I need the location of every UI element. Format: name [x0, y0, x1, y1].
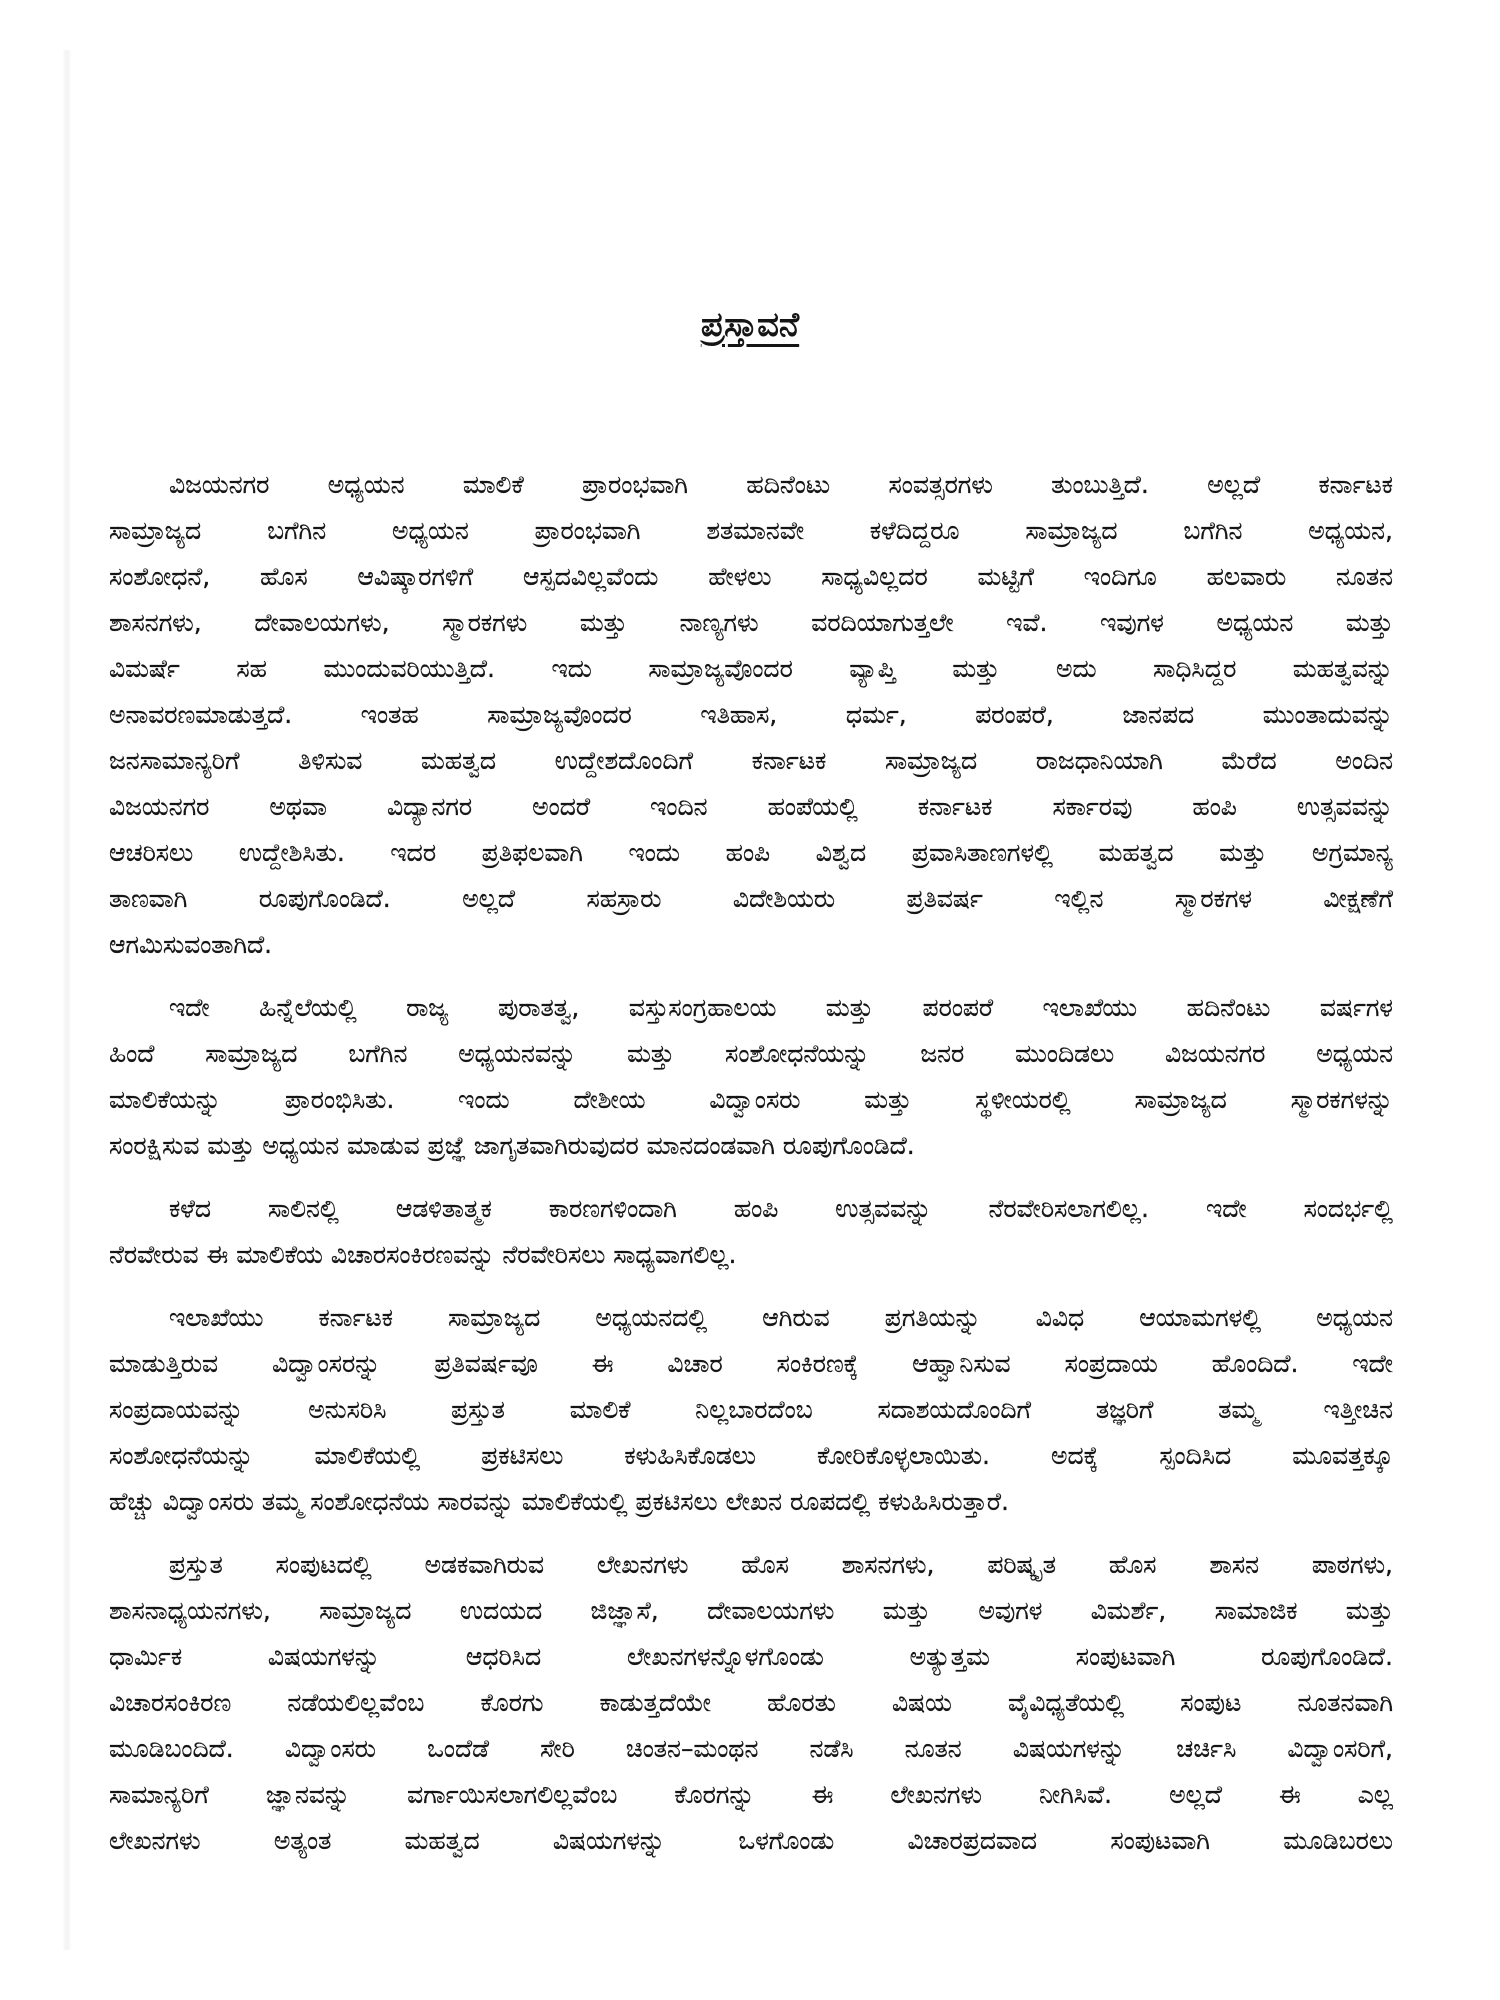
text-line: ಸಂಶೋಧನೆ, ಹೊಸ ಆವಿಷ್ಕಾರಗಳಿಗೆ ಆಸ್ಪದವಿಲ್ಲವೆಂದು ಹೇಳಲು ಸಾಧ್ಯವಿಲ್ಲದರ ಮಟ್ಟಿಗೆ ಇಂದಿಗೂ ಹಲವಾರು ನೂತನ: [109, 562, 1393, 591]
text-line: ಜನಸಾಮಾನ್ಯರಿಗೆ ತಿಳಿಸುವ ಮಹತ್ವದ ಉದ್ದೇಶದೊಂದಿಗೆ ಕರ್ನಾಟಕ ಸಾಮ್ರಾಜ್ಯದ ರಾಜಧಾನಿಯಾಗಿ ಮೆರೆದ ಅಂದಿನ: [109, 746, 1393, 775]
page-title-text: ಪ್ರಸ್ತಾವನೆ: [700, 305, 800, 345]
text-line: ಶಾಸನಾಧ್ಯಯನಗಳು, ಸಾಮ್ರಾಜ್ಯದ ಉದಯದ ಜಿಜ್ಞಾಸೆ, ದೇವಾಲಯಗಳು ಮತ್ತು ಅವುಗಳ ವಿಮರ್ಶೆ, ಸಾಮಾಜಿಕ ಮತ್ತು: [109, 1596, 1393, 1625]
text-line: ಲೇಖನಗಳು ಅತ್ಯಂತ ಮಹತ್ವದ ವಿಷಯಗಳನ್ನು ಒಳಗೊಂಡು ವಿಚಾರಪ್ರದವಾದ ಸಂಪುಟವಾಗಿ ಮೂಡಿಬರಲು: [109, 1826, 1393, 1855]
text-line: ಇದೇ ಹಿನ್ನೆಲೆಯಲ್ಲಿ ರಾಜ್ಯ ಪುರಾತತ್ವ, ವಸ್ತುಸಂಗ್ರಹಾಲಯ ಮತ್ತು ಪರಂಪರೆ ಇಲಾಖೆಯು ಹದಿನೆಂಟು ವರ್ಷಗಳ: [169, 993, 1393, 1022]
paragraph-5: [109, 1542, 1393, 1864]
text-line: ಸಂರಕ್ಷಿಸುವ ಮತ್ತು ಅಧ್ಯಯನ ಮಾಡುವ ಪ್ರಜ್ಞೆ ಜಾಗೃತವಾಗಿರುವುದರ ಮಾನದಂಡವಾಗಿ ರೂಪುಗೊಂಡಿದೆ.: [109, 1131, 915, 1160]
text-line: ವಿಚಾರಸಂಕಿರಣ ನಡೆಯಲಿಲ್ಲವೆಂಬ ಕೊರಗು ಕಾಡುತ್ತದೆಯೇ ಹೊರತು ವಿಷಯ ವೈವಿಧ್ಯತೆಯಲ್ಲಿ ಸಂಪುಟ ನೂತನವಾಗಿ: [109, 1688, 1393, 1717]
text-line: ಹಿಂದೆ ಸಾಮ್ರಾಜ್ಯದ ಬಗೆಗಿನ ಅಧ್ಯಯನವನ್ನು ಮತ್ತು ಸಂಶೋಧನೆಯನ್ನು ಜನರ ಮುಂದಿಡಲು ವಿಜಯನಗರ ಅಧ್ಯಯನ: [109, 1039, 1393, 1068]
text-line: ವಿಜಯನಗರ ಅಧ್ಯಯನ ಮಾಲಿಕೆ ಪ್ರಾರಂಭವಾಗಿ ಹದಿನೆಂಟು ಸಂವತ್ಸರಗಳು ತುಂಬುತ್ತಿದೆ. ಅಲ್ಲದೆ ಕರ್ನಾಟಕ: [169, 470, 1393, 499]
text-line: ಧಾರ್ಮಿಕ ವಿಷಯಗಳನ್ನು ಆಧರಿಸಿದ ಲೇಖನಗಳನ್ನೊಳಗೊಂಡು ಅತ್ಯುತ್ತಮ ಸಂಪುಟವಾಗಿ ರೂಪುಗೊಂಡಿದೆ.: [109, 1642, 1393, 1671]
text-line: ಆಗಮಿಸುವಂತಾಗಿದೆ.: [109, 930, 273, 959]
text-line: ಇಲಾಖೆಯು ಕರ್ನಾಟಕ ಸಾಮ್ರಾಜ್ಯದ ಅಧ್ಯಯನದಲ್ಲಿ ಆಗಿರುವ ಪ್ರಗತಿಯನ್ನು ವಿವಿಧ ಆಯಾಮಗಳಲ್ಲಿ ಅಧ್ಯಯನ: [169, 1303, 1393, 1332]
text-line: ಮೂಡಿಬಂದಿದೆ. ವಿದ್ವಾಂಸರು ಒಂದೆಡೆ ಸೇರಿ ಚಿಂತನ–ಮಂಥನ ನಡೆಸಿ ನೂತನ ವಿಷಯಗಳನ್ನು ಚರ್ಚಿಸಿ ವಿದ್ವಾಂಸರಿಗೆ,: [109, 1734, 1393, 1763]
text-line: ಕಳೆದ ಸಾಲಿನಲ್ಲಿ ಆಡಳಿತಾತ್ಮಕ ಕಾರಣಗಳಿಂದಾಗಿ ಹಂಪಿ ಉತ್ಸವವನ್ನು ನೆರವೇರಿಸಲಾಗಲಿಲ್ಲ. ಇದೇ ಸಂದರ್ಭಲ್ಲಿ: [169, 1194, 1393, 1223]
paragraph-2: [109, 985, 1393, 1169]
text-line: ಮಾಲಿಕೆಯನ್ನು ಪ್ರಾರಂಭಿಸಿತು. ಇಂದು ದೇಶೀಯ ವಿದ್ವಾಂಸರು ಮತ್ತು ಸ್ಥಳೀಯರಲ್ಲಿ ಸಾಮ್ರಾಜ್ಯದ ಸ್ಮಾರಕಗಳನ್ನು: [109, 1085, 1393, 1114]
text-line: ಸಾಮಾನ್ಯರಿಗೆ ಜ್ಞಾನವನ್ನು ವರ್ಗಾಯಿಸಲಾಗಲಿಲ್ಲವೆಂಬ ಕೊರಗನ್ನು ಈ ಲೇಖನಗಳು ನೀಗಿಸಿವೆ. ಅಲ್ಲದೆ ಈ ಎಲ್ಲ: [109, 1780, 1393, 1809]
text-line: ತಾಣವಾಗಿ ರೂಪುಗೊಂಡಿದೆ. ಅಲ್ಲದೆ ಸಹಸ್ರಾರು ವಿದೇಶಿಯರು ಪ್ರತಿವರ್ಷ ಇಲ್ಲಿನ ಸ್ಮಾರಕಗಳ ವೀಕ್ಷಣೆಗೆ: [109, 884, 1393, 913]
text-line: ನೆರವೇರುವ ಈ ಮಾಲಿಕೆಯ ವಿಚಾರಸಂಕಿರಣವನ್ನು ನೆರವೇರಿಸಲು ಸಾಧ್ಯವಾಗಲಿಲ್ಲ.: [109, 1240, 737, 1269]
text-line: ವಿಜಯನಗರ ಅಥವಾ ವಿದ್ಯಾನಗರ ಅಂದರೆ ಇಂದಿನ ಹಂಪೆಯಲ್ಲಿ ಕರ್ನಾಟಕ ಸರ್ಕಾರವು ಹಂಪಿ ಉತ್ಸವವನ್ನು: [109, 792, 1393, 821]
text-line: ಆಚರಿಸಲು ಉದ್ದೇಶಿಸಿತು. ಇದರ ಪ್ರತಿಫಲವಾಗಿ ಇಂದು ಹಂಪಿ ವಿಶ್ವದ ಪ್ರವಾಸಿತಾಣಗಳಲ್ಲಿ ಮಹತ್ವದ ಮತ್ತು ಅಗ್ರಮಾನ್ಯ: [109, 838, 1393, 867]
page-title: [0, 300, 1500, 350]
text-line: ಹೆಚ್ಚು ವಿದ್ವಾಂಸರು ತಮ್ಮ ಸಂಶೋಧನೆಯ ಸಾರವನ್ನು ಮಾಲಿಕೆಯಲ್ಲಿ ಪ್ರಕಟಿಸಲು ಲೇಖನ ರೂಪದಲ್ಲಿ ಕಳುಹಿಸಿರುತ್ತಾರೆ.: [109, 1487, 1009, 1516]
text-line: ಸಾಮ್ರಾಜ್ಯದ ಬಗೆಗಿನ ಅಧ್ಯಯನ ಪ್ರಾರಂಭವಾಗಿ ಶತಮಾನವೇ ಕಳೆದಿದ್ದರೂ ಸಾಮ್ರಾಜ್ಯದ ಬಗೆಗಿನ ಅಧ್ಯಯನ,: [109, 516, 1393, 545]
text-line: ಮಾಡುತ್ತಿರುವ ವಿದ್ವಾಂಸರನ್ನು ಪ್ರತಿವರ್ಷವೂ ಈ ವಿಚಾರ ಸಂಕಿರಣಕ್ಕೆ ಆಹ್ವಾನಿಸುವ ಸಂಪ್ರದಾಯ ಹೊಂದಿದೆ. ಇದೇ: [109, 1349, 1393, 1378]
text-line: ಸಂಶೋಧನೆಯನ್ನು ಮಾಲಿಕೆಯಲ್ಲಿ ಪ್ರಕಟಿಸಲು ಕಳುಹಿಸಿಕೊಡಲು ಕೋರಿಕೊಳ್ಳಲಾಯಿತು. ಅದಕ್ಕೆ ಸ್ಪಂದಿಸಿದ ಮೂವತ್ತಕ್ಕೂ: [109, 1441, 1393, 1470]
text-line: ಅನಾವರಣಮಾಡುತ್ತದೆ. ಇಂತಹ ಸಾಮ್ರಾಜ್ಯವೊಂದರ ಇತಿಹಾಸ, ಧರ್ಮ, ಪರಂಪರೆ, ಜಾನಪದ ಮುಂತಾದುವನ್ನು: [109, 700, 1393, 729]
paragraph-3: [109, 1186, 1393, 1278]
document-body: [109, 462, 1393, 1881]
text-line: ಪ್ರಸ್ತುತ ಸಂಪುಟದಲ್ಲಿ ಅಡಕವಾಗಿರುವ ಲೇಖನಗಳು ಹೊಸ ಶಾಸನಗಳು, ಪರಿಷ್ಕೃತ ಹೊಸ ಶಾಸನ ಪಾಠಗಳು,: [169, 1550, 1393, 1579]
paragraph-1: [109, 462, 1393, 968]
paragraph-4: [109, 1295, 1393, 1525]
text-line: ಸಂಪ್ರದಾಯವನ್ನು ಅನುಸರಿಸಿ ಪ್ರಸ್ತುತ ಮಾಲಿಕೆ ನಿಲ್ಲಬಾರದೆಂಬ ಸದಾಶಯದೊಂದಿಗೆ ತಜ್ಞರಿಗೆ ತಮ್ಮ ಇತ್ತೀಚಿನ: [109, 1395, 1393, 1424]
text-line: ವಿಮರ್ಷೆ ಸಹ ಮುಂದುವರಿಯುತ್ತಿದೆ. ಇದು ಸಾಮ್ರಾಜ್ಯವೊಂದರ ವ್ಯಾಪ್ತಿ ಮತ್ತು ಅದು ಸಾಧಿಸಿದ್ದರ ಮಹತ್ವವನ್ನು: [109, 654, 1393, 683]
text-line: ಶಾಸನಗಳು, ದೇವಾಲಯಗಳು, ಸ್ಮಾರಕಗಳು ಮತ್ತು ನಾಣ್ಯಗಳು ವರದಿಯಾಗುತ್ತಲೇ ಇವೆ. ಇವುಗಳ ಅಧ್ಯಯನ ಮತ್ತು: [109, 608, 1393, 637]
